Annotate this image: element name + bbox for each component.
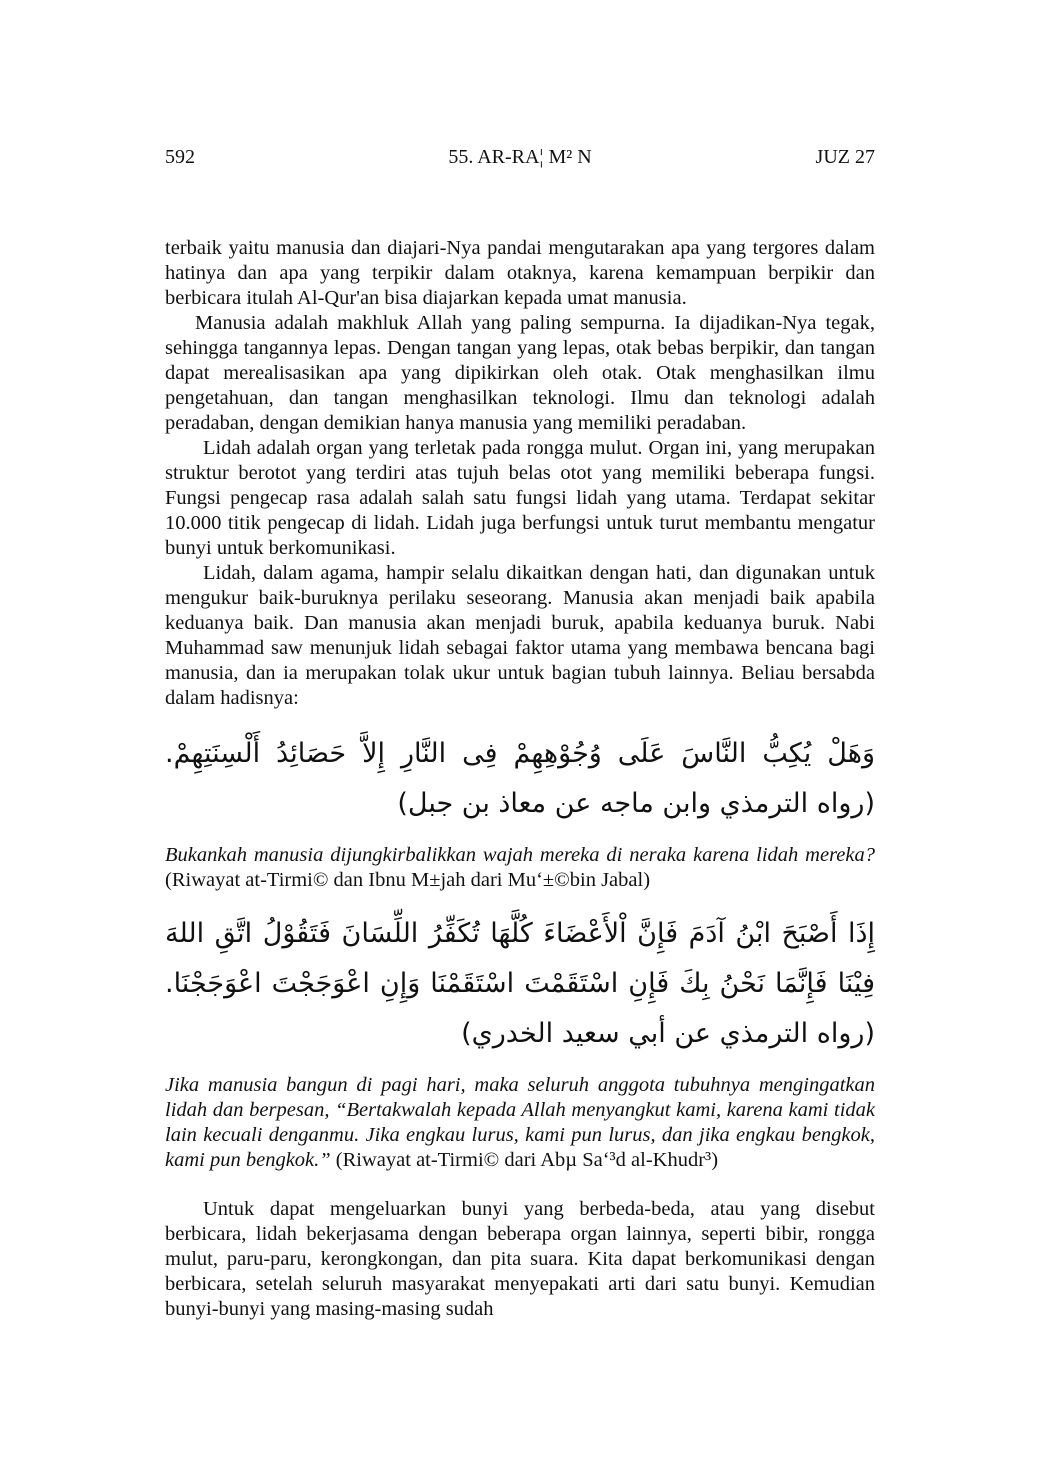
page-header: [165, 146, 875, 174]
hadith-1-arabic: وَهَلْ يُكِبُّ النَّاسَ عَلَى وُجُوْهِهِمْ فِى النَّارِ إِلاَّ حَصَائِدُ أَلْسِنَتِهِمْ. (رواه الترمذي وابن ماجه عن معاذ بن جبل): [165, 738, 875, 819]
page-body: [165, 236, 875, 1322]
hadith-1-translation-text: Bukankah manusia dijungkirbalikkan wajah mereka di neraka karena lidah mereka?: [165, 844, 875, 866]
paragraph-continuation: terbaik yaitu manusia dan diajari-Nya pandai mengutarakan apa yang tergores dalam hatinya dan apa yang terpikir dalam otaknya, karena kemampuan berpikir dan berbicara itulah Al-Qur'an bisa diajarkan kepada umat manusia.: [165, 237, 875, 309]
paragraph-berbicara: Untuk dapat mengeluarkan bunyi yang berbeda-beda, atau yang disebut berbicara, lidah bekerjasama dengan beberapa organ lainnya, seperti bibir, rongga mulut, paru-paru, kerongkongan, dan pita suara. Kita dapat berkomunikasi dengan berbicara, setelah seluruh masyarakat menyepakati arti dari satu bunyi. Kemudian bunyi-bunyi yang masing-masing sudah: [165, 1198, 875, 1320]
page-number: 592: [165, 146, 195, 168]
paragraph-lidah-agama: Lidah, dalam agama, hampir selalu dikaitkan dengan hati, dan digunakan untuk mengukur baik-buruknya perilaku seseorang. Manusia akan menjadi baik apabila keduanya baik. Dan manusia akan menjadi buruk, apabila keduanya buruk. Nabi Muhammad saw menunjuk lidah sebagai faktor utama yang membawa bencana bagi manusia, dan ia merupakan tolak ukur untuk bagian tubuh lainnya. Beliau bersabda dalam hadisnya:: [165, 562, 875, 709]
paragraph-lidah-organ: Lidah adalah organ yang terletak pada rongga mulut. Organ ini, yang merupakan struktur berotot yang terdiri atas tujuh belas otot yang memiliki beberapa fungsi. Fungsi pengecap rasa adalah salah satu fungsi lidah yang utama. Terdapat sekitar 10.000 titik pengecap di lidah. Lidah juga berfungsi untuk turut membantu mengatur bunyi untuk berkomunikasi.: [165, 437, 875, 559]
hadith-2-translation-text: Jika manusia bangun di pagi hari, maka seluruh anggota tubuhnya mengingatkan lidah dan berpesan, “Bertakwalah kepada Allah menyangkut kami, karena kami tidak lain kecuali denganmu. Jika engkau lurus, kami pun lurus, dan jika engkau bengkok, kami pun bengkok.”: [165, 1074, 875, 1171]
paragraph-manusia: Manusia adalah makhluk Allah yang paling sempurna. Ia dijadikan-Nya tegak, sehingga tangannya lepas. Dengan tangan yang lepas, otak bebas berpikir, dan tangan dapat merealisasikan apa yang dipikirkan oleh otak. Otak menghasilkan ilmu pengetahuan, dan tangan menghasilkan teknologi. Ilmu dan teknologi adalah peradaban, dengan demikian hanya manusia yang memiliki peradaban.: [165, 312, 875, 434]
juz-label: JUZ 27: [815, 146, 875, 168]
hadith-2-translation: [165, 1073, 875, 1173]
hadith-2-source: (Riwayat at-Tirmi© dari Abµ Sa‘³d al-Khudr³): [330, 1149, 719, 1171]
chapter-title: 55. AR-RA¦ M² N: [448, 146, 592, 168]
hadith-1-source: (Riwayat at-Tirmi© dan Ibnu M±jah dari Mu‘±©bin Jabal): [165, 869, 651, 891]
hadith-1-translation: [165, 843, 875, 893]
hadith-2-arabic: إِذَا أَصْبَحَ ابْنُ آدَمَ فَإِنَّ اْلأَعْضَاءَ كُلَّهَا تُكَفِّرُ اللِّسَانَ فَتَقُوْلُ اتَّقِ اللهَ فِيْنَا فَإِنَّمَا نَحْنُ بِكَ فَإِنِ اسْتَقَمْتَ اسْتَقَمْنَا وَإِنِ اعْوَجَجْتَ اعْوَجَجْنَا. (رواه الترمذي عن أبي سعيد الخدري): [165, 918, 875, 1049]
